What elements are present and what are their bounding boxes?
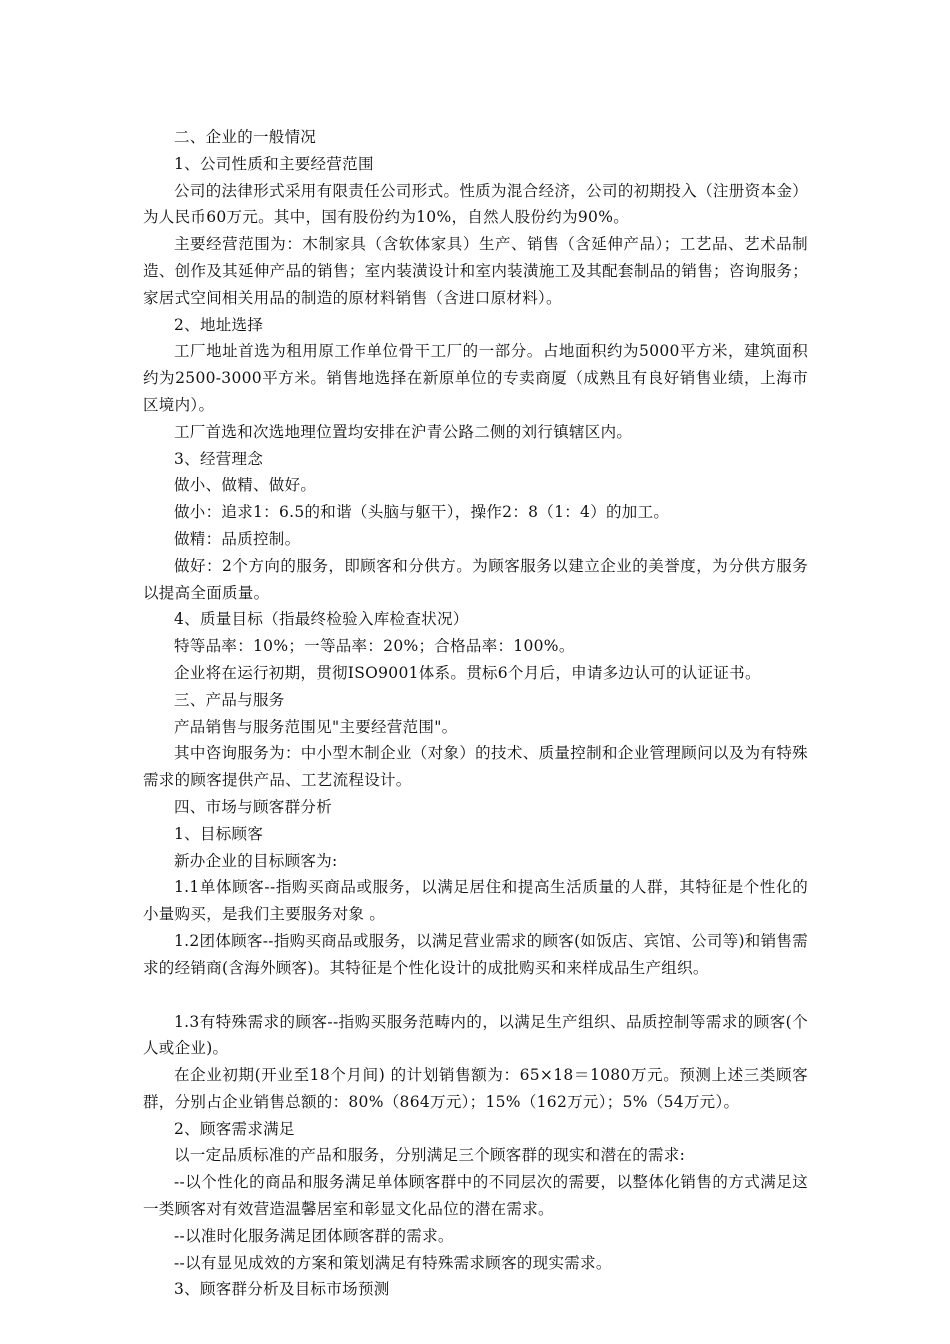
subsection-heading: 3、顾客群分析及目标市场预测: [174, 1280, 390, 1299]
paragraph: 做小：追求1：6.5的和谐（头脑与躯干），操作2：8（1：4）的加工。: [174, 503, 670, 522]
paragraph: 1.3有特殊需求的顾客--指购买服务范畴内的，以满足生产组织、品质控制等需求的顾客(个人或企业)。: [143, 1012, 808, 1058]
paragraph: 企业将在运行初期，贯彻ISO9001体系。贯标6个月后，申请多边认可的认证证书。: [174, 663, 761, 682]
paragraph: 1.2团体顾客--指购买商品或服务，以满足营业需求的顾客(如饭店、宾馆、公司等)和销售需求的经销商(含海外顾客)。其特征是个性化设计的成批购买和来样成品生产组织。: [143, 931, 808, 977]
subsection-heading: 4、质量目标（指最终检验入库检查状况）: [174, 610, 469, 629]
paragraph: 主要经营范围为：木制家具（含软体家具）生产、销售（含延伸产品）；工艺品、艺术品制造、创作及其延伸产品的销售；室内装潢设计和室内装潢施工及其配套制品的销售；咨询服务；家居式空间相关用品的制造的原材料销售（含进口原材料）。: [143, 235, 808, 307]
paragraph: 做精：品质控制。: [174, 529, 301, 548]
subsection-heading: 2、地址选择: [174, 315, 264, 334]
subsection-heading: 1、公司性质和主要经营范围: [174, 154, 374, 173]
paragraph: 在企业初期(开业至18个月间) 的计划销售额为：65×18＝1080万元。预测上述三类顾客群，分别占企业销售总额的：80%（864万元）；15%（162万元）；5%（54万元）。: [143, 1066, 808, 1111]
paragraph: --以个性化的商品和服务满足单体顾客群中的不同层次的需要，以整体化销售的方式满足这一类顾客对有效营造温馨居室和彰显文化品位的潜在需求。: [143, 1173, 808, 1219]
paragraph: 工厂地址首选为租用原工作单位骨干工厂的一部分。占地面积约为5000平方米，建筑面积约为2500-3000平方米。销售地选择在新原单位的专卖商厦（成熟且有良好销售业绩，上海市区境内）。: [143, 342, 808, 414]
paragraph: 工厂首选和次选地理位置均安排在沪青公路二侧的刘行镇辖区内。: [174, 422, 633, 441]
document-body: [143, 124, 808, 1303]
section-heading: 二、企业的一般情况: [174, 128, 317, 146]
subsection-heading: 3、经营理念: [174, 449, 264, 468]
paragraph: 以一定品质标准的产品和服务，分别满足三个顾客群的现实和潜在的需求:: [174, 1146, 686, 1165]
section-heading: 四、市场与顾客群分析: [174, 797, 333, 816]
paragraph: 做小、做精、做好。: [174, 476, 317, 495]
paragraph: 新办企业的目标顾客为:: [174, 851, 338, 870]
paragraph: 特等品率：10%；一等品率：20%；合格品率：100%。: [174, 637, 575, 656]
paragraph: --以准时化服务满足团体顾客群的需求。: [174, 1226, 454, 1245]
paragraph: 公司的法律形式采用有限责任公司形式。性质为混合经济，公司的初期投入（注册资本金）为人民币60万元。其中，国有股份约为10%，自然人股份约为90%。: [143, 181, 808, 227]
paragraph: 其中咨询服务为：中小型木制企业（对象）的技术、质量控制和企业管理顾问以及为有特殊需求的顾客提供产品、工艺流程设计。: [143, 744, 808, 790]
paragraph: 1.1单体顾客--指购买商品或服务，以满足居住和提高生活质量的人群，其特征是个性化的小量购买，是我们主要服务对象 。: [143, 878, 808, 924]
paragraph: 做好：2个方向的服务，即顾客和分供方。为顾客服务以建立企业的美誉度，为分供方服务以提高全面质量。: [143, 556, 808, 602]
paragraph: --以有显见成效的方案和策划满足有特殊需求顾客的现实需求。: [174, 1253, 612, 1272]
subsection-heading: 1、目标顾客: [174, 824, 264, 843]
paragraph: 产品销售与服务范围见"主要经营范围"。: [174, 717, 458, 736]
section-heading: 三、产品与服务: [174, 690, 285, 709]
subsection-heading: 2、顾客需求满足: [174, 1119, 295, 1138]
